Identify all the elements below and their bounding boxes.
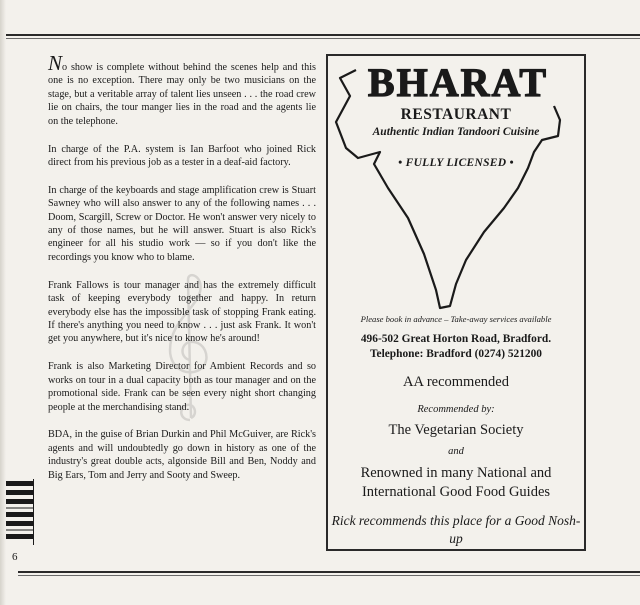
restaurant-label: RESTAURANT — [400, 106, 512, 123]
cuisine-subtitle: Authentic Indian Tandoori Cuisine — [372, 126, 540, 138]
address-line: 496-502 Great Horton Road, Bradford. — [360, 333, 552, 345]
fully-licensed-label: • FULLY LICENSED • — [398, 157, 514, 169]
paragraph-intro-text: o show is complete without behind the scenes help and this one is no exception. There may only be two musicians on the stage, but a veritable array of talent lies unseen . . . the road crew lie on chairs, the tour manger lies in the road and the agents lie on the telephone. — [48, 62, 316, 127]
paragraph-tour-manager: Frank Fallows is tour manager and has the extremely difficult task of keeping everybody together and happy. In return everybody else has the impossible task of stopping Frank eating. If there's anything you need to know . . . just ask Frank. It won't get you anywhere, but it's nice to know he's around! — [48, 279, 316, 345]
paragraph-agents: BDA, in the guise of Brian Durkin and Phil McGuiver, are Rick's agents and will undoubtedly go down in history as one of the industry's great double acts, algonside Bill and Ben, Noddy and Big Ears, Tom and Jerry and Sooty and Sweep. — [48, 429, 316, 481]
paragraph-marketing: Frank is also Marketing Director for Ambient Records and so works on tour in a dual capacity both as tour manager and on the promotional side. Frank can be seen every night short changing people at the merchandising stand. — [48, 361, 316, 413]
aa-recommended: AA recommended — [403, 374, 509, 390]
vegetarian-society: The Vegetarian Society — [388, 422, 524, 438]
drop-cap: N — [48, 51, 63, 75]
rick-recommendation: Rick recommends this place for a Good Nosh-up — [331, 513, 581, 546]
bharat-logo — [344, 58, 572, 106]
booking-note: Please book in advance – Take-away services available — [360, 314, 552, 324]
top-rule-thin — [6, 38, 640, 39]
recommended-by-label: Recommended by: — [417, 404, 495, 415]
bottom-rule — [18, 571, 640, 573]
good-food-guides: Renowned in many National and International Good Food Guides — [360, 465, 552, 500]
address-block — [328, 332, 584, 361]
page-number: 6 — [12, 551, 18, 563]
and-label: and — [448, 446, 464, 457]
svg-text:BHARAT: BHARAT — [367, 60, 549, 105]
paragraph-pa-system: In charge of the P.A. system is Ian Barfoot who joined Rick direct from his previous job as a tester in a deaf-aid factory. — [48, 143, 316, 168]
bottom-rule-thin — [18, 575, 640, 576]
telephone-line: Telephone: Bradford (0274) 521200 — [369, 347, 543, 360]
restaurant-advert — [326, 54, 586, 551]
article-column — [48, 51, 316, 497]
piano-keys-icon — [6, 479, 34, 545]
paragraph-intro — [48, 51, 316, 128]
paragraph-keyboards: In charge of the keyboards and stage amplification crew is Stuart Sawney who will also answer to any of the following names . . . Doom, Scargill, Screw or Doctor. He won't answer very nicely to any of those names, but he will answer. Stuart is also Rick's engineer for all his studio work — so if you don't like the recordings you know who to blame. — [48, 184, 316, 263]
top-rule — [6, 34, 640, 36]
